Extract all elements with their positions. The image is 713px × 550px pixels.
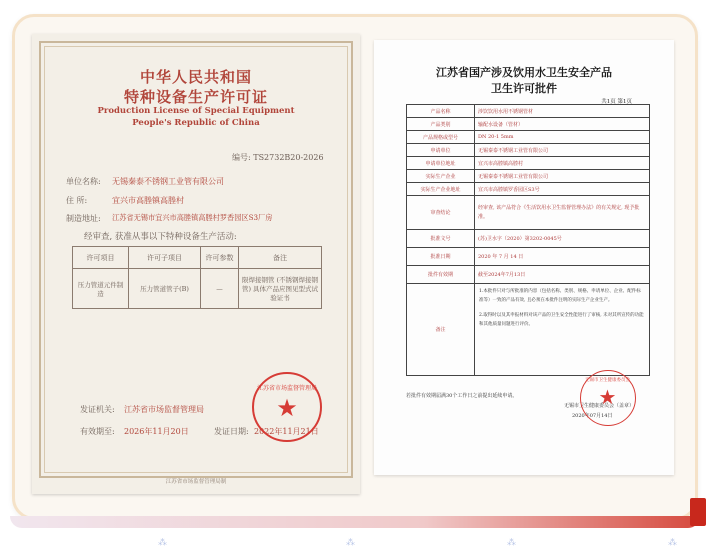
table-header-row: [73, 247, 322, 269]
unit-label: 单位名称:: [66, 177, 101, 186]
approval-title-line2: 卫生许可批件: [491, 82, 557, 95]
row-label: 审查结论: [407, 196, 475, 230]
note-line: 1.本批件只对与所批准的内容（包括名称、类别、规格、申请单位、企业、配件标准等）一致的产品有效, 且必须在本批件注明的实际生产企业生产。: [479, 289, 641, 303]
row-value: 输配水设备（管材）: [475, 118, 650, 131]
table-header: 许可项目: [73, 247, 129, 269]
address-value: 宜兴市高塍镇高塍村: [112, 196, 184, 205]
row-label: 批件有效期: [407, 266, 475, 284]
row-label: 实际生产企业地址: [407, 183, 475, 196]
official-seal: [252, 372, 322, 442]
row-label: 备注: [407, 284, 475, 376]
license-title-english-line1: Production License of Special Equipment: [97, 106, 295, 116]
table-cell: 压力管道元件制造: [73, 269, 129, 309]
renewal-note: 若批件有效期届满30个工作日之前提出延续申请。: [406, 393, 518, 399]
license-title-english-line2: People's Republic of China: [132, 118, 260, 128]
decor-dots-4: ⁂: [668, 538, 677, 548]
approval-issuer: 无锡市卫生健康委员会（盖章）: [564, 403, 635, 409]
row-label: 申请单位: [407, 144, 475, 157]
license-footer: 江苏省市场监督管理局制: [165, 479, 227, 485]
factory-address-label: 制造地址:: [66, 214, 101, 223]
license-title-line2: 特种设备生产许可证: [123, 88, 268, 106]
seal-star-icon: ★: [598, 385, 617, 409]
table-row: [407, 118, 650, 131]
decor-dots-3: ⁂: [507, 538, 516, 548]
row-value: 涉饮饮用水用不锈钢管材: [475, 105, 650, 118]
frame-bottom-shadow: [10, 516, 700, 528]
row-label: 产品规格或型号: [407, 131, 475, 144]
hygiene-approval-document: [374, 40, 674, 475]
approval-statement: 经审查, 获准从事以下特种设备生产活动:: [84, 232, 237, 242]
approval-title-line1: 江苏省国产涉及饮用水卫生安全产品: [436, 66, 612, 79]
license-title-line1: 中华人民共和国: [139, 68, 252, 86]
row-value: 宜兴市高塍镇高塍村: [475, 157, 650, 170]
row-label: 实际生产企业: [407, 170, 475, 183]
seal-star-icon: ★: [276, 394, 298, 422]
table-row: [407, 284, 650, 376]
unit-value: 无锡秦泰不锈钢工业管有限公司: [112, 177, 224, 186]
row-value: 无锡秦泰不锈钢工业管有限公司: [475, 170, 650, 183]
approval-issue-date: 2020年07月14日: [572, 413, 613, 419]
table-row: [407, 183, 650, 196]
approval-details-table: [406, 104, 650, 376]
table-row: [407, 144, 650, 157]
note-line: 2.取得时以及其申报材料对该产品的卫生安全性能进行了审核, 未对其所宣传的功能和其他质量问题进行评价。: [479, 313, 644, 327]
red-corner-accent: [690, 498, 706, 526]
row-value: 2020 年 7 月 14 日: [475, 248, 650, 266]
seal-text: 无锡市卫生健康委员会: [585, 378, 630, 383]
license-number: 编号: TS2732B20-2026: [232, 153, 324, 162]
row-label: 产品类别: [407, 118, 475, 131]
notes-cell: [475, 284, 650, 376]
table-row: [407, 105, 650, 118]
row-label: 批准日期: [407, 248, 475, 266]
row-label: 产品名称: [407, 105, 475, 118]
table-header: 许可参数: [201, 247, 239, 269]
row-value: 宜兴市高塍镇罗香园区S3号: [475, 183, 650, 196]
seal-text: 江苏省市场监督管理局: [256, 385, 317, 392]
table-header: 备注: [239, 247, 322, 269]
table-row: [407, 266, 650, 284]
issuer-label: 发证机关:: [80, 405, 115, 414]
row-value: DN 20-1 5mm: [475, 131, 650, 144]
table-row: [407, 230, 650, 248]
row-value: (苏)卫水字（2020）第3202-0045号: [475, 230, 650, 248]
table-cell: —: [201, 269, 239, 309]
row-label: 申请单位地址: [407, 157, 475, 170]
valid-until-label: 有效期至:: [80, 427, 115, 436]
table-cell: 限焊接钢管 (不锈钢焊接钢管) 具体产品应图见型式试验证书: [239, 269, 322, 309]
table-row: [407, 248, 650, 266]
table-row: [73, 269, 322, 309]
row-value: 无锡秦泰不锈钢工业管有限公司: [475, 144, 650, 157]
decor-dots-2: ⁂: [346, 538, 355, 548]
table-row: [407, 170, 650, 183]
address-label: 住 所:: [66, 196, 88, 205]
issue-date-label: 发证日期:: [214, 427, 249, 436]
valid-until-value: 2026年11月20日: [124, 427, 189, 436]
issuer-value: 江苏省市场监督管理局: [124, 405, 204, 414]
factory-address-value: 江苏省无锡市宜兴市高塍镇高塍村罗香园区S3厂房: [112, 213, 273, 222]
decor-dots-1: ⁂: [158, 538, 167, 548]
table-row: [407, 157, 650, 170]
row-value: 经审查, 该产品符合《生活饮用水卫生监督管理办法》的有关规定, 现予批准。: [475, 196, 650, 230]
row-value: 截至2024年7月13日: [475, 266, 650, 284]
page-info: 共1页 第1页: [601, 99, 632, 105]
production-license-certificate: [32, 34, 360, 494]
table-row: [407, 131, 650, 144]
table-cell: 压力管道管子(B): [129, 269, 201, 309]
row-label: 批准文号: [407, 230, 475, 248]
issue-date-value: 2022年11月21日: [254, 427, 319, 436]
table-header: 许可子项目: [129, 247, 201, 269]
official-seal: [580, 370, 636, 426]
table-row: [407, 196, 650, 230]
license-scope-table: [72, 246, 322, 309]
